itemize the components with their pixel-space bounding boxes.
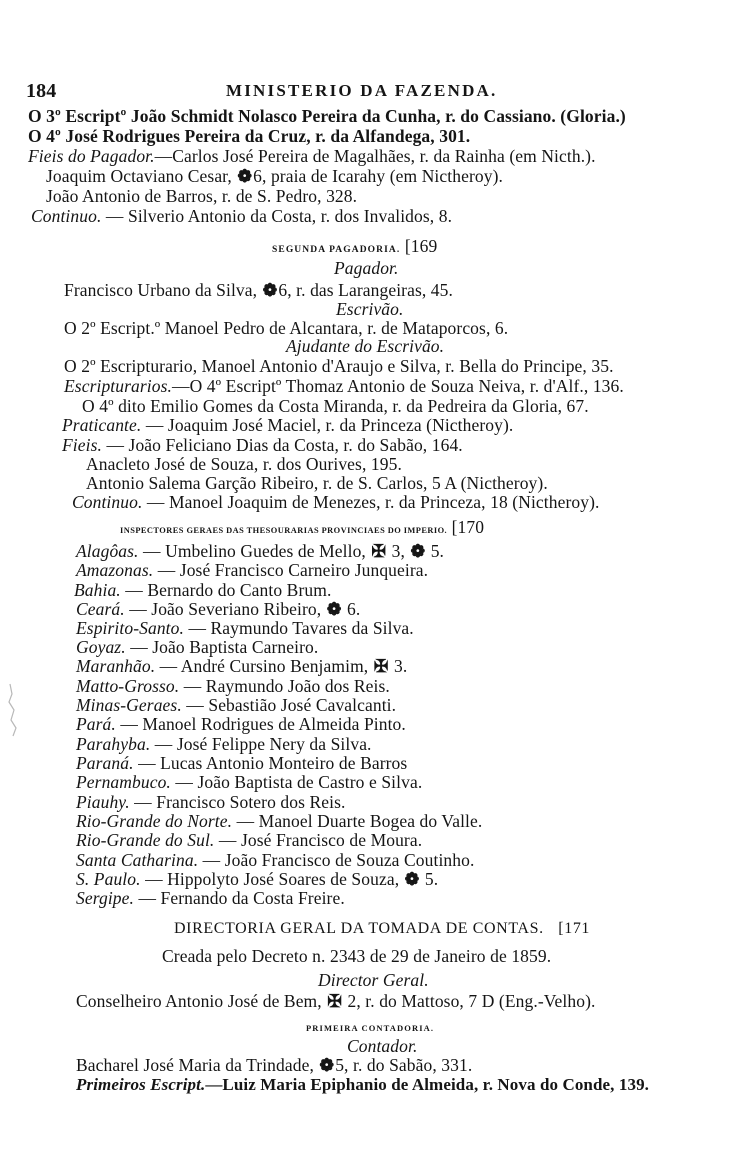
heading-segunda-pagadoria — [272, 236, 437, 260]
province-label: Rio-Grande do Norte. — [76, 811, 233, 831]
inspector-row — [76, 714, 406, 734]
address-pagador: 6, r. das Larangeiras, 45. — [278, 280, 453, 300]
province-label: Matto-Grosso. — [76, 676, 180, 696]
label-fieis: Fieis. — [62, 435, 102, 455]
inspector-name: — João Baptista de Castro e Silva. — [175, 772, 423, 792]
inspector-name: — André Cursino Benjamim, — [159, 656, 369, 676]
line-emilio-gomes: O 4º dito Emilio Gomes da Costa Miranda, r. da Pedreira da Gloria, 67. — [82, 396, 589, 416]
province-label: Pará. — [76, 714, 116, 734]
directoria-title: DIRECTORIA GERAL DA TOMADA DE CONTAS. — [174, 920, 544, 937]
line-ajudante: O 2º Escripturario, Manoel Antonio d'Araujo e Silva, r. Bella do Principe, 35. — [64, 356, 614, 376]
inspector-name: — Bernardo do Canto Brum. — [125, 580, 332, 600]
line-primeiros-escript — [76, 1075, 649, 1095]
inspector-name: — Francisco Sotero dos Reis. — [134, 792, 346, 812]
inspector-name: — João Francisco de Souza Coutinho. — [202, 850, 475, 870]
rose-insignia-icon: ❁ — [237, 166, 253, 186]
text-continuo-2: — Manoel Joaquim de Menezes, r. da Princeza, 18 (Nictheroy). — [146, 492, 600, 512]
cross-degree: 3, — [391, 541, 405, 561]
rose-insignia-icon: ❁ — [326, 599, 342, 619]
inspector-row — [76, 560, 428, 580]
inspector-row — [76, 656, 407, 676]
province-label: Santa Catharina. — [76, 850, 199, 870]
inspector-name: — Manoel Duarte Bogea do Valle. — [236, 811, 483, 831]
line-director — [76, 991, 595, 1011]
label-praticante: Praticante. — [62, 415, 142, 435]
inspectores-ref: [170 — [451, 517, 485, 537]
cross-degree: 3. — [394, 656, 408, 676]
inspector-row — [76, 753, 407, 773]
province-label: Parahyba. — [76, 734, 151, 754]
rose-degree: 5. — [424, 869, 439, 889]
province-label: Bahia. — [74, 580, 121, 600]
text-fieis: — João Feliciano Dias da Costa, r. do Sabão, 164. — [106, 435, 463, 455]
inspector-row — [76, 811, 482, 831]
inspector-row — [76, 734, 372, 754]
province-label: Alagôas. — [76, 541, 139, 561]
line-decreto: Creada pelo Decreto n. 2343 de 29 de Janeiro de 1859. — [162, 946, 552, 966]
name-contador: Bacharel José Maria da Trindade, — [76, 1055, 314, 1075]
province-label: Paraná. — [76, 753, 134, 773]
label-continuo-2: Continuo. — [72, 492, 143, 512]
inspector-name: — Manoel Rodrigues de Almeida Pinto. — [120, 714, 406, 734]
rose-insignia-icon: ❁ — [319, 1055, 335, 1075]
heading-directoria — [174, 919, 590, 939]
text-fieis-pagador: —Carlos José Pereira de Magalhães, r. da Rainha (em Nicth.). — [154, 146, 596, 166]
inspector-row — [76, 850, 474, 870]
segunda-pagadoria-title: SEGUNDA PAGADORIA. — [272, 245, 401, 255]
line-escrivao: O 2º Escript.º Manoel Pedro de Alcantara, r. de Mataporcos, 6. — [64, 318, 509, 338]
inspectores-title: INSPECTORES GERAES DAS THESOURARIAS PROVINCIAES DO IMPERIO. — [120, 526, 448, 535]
label-escripturarios: Escripturarios. — [64, 376, 172, 396]
province-label: Pernambuco. — [76, 772, 171, 792]
rose-insignia-icon: ❁ — [404, 869, 420, 889]
page-number: 184 — [26, 80, 57, 102]
inspector-name: — José Francisco de Moura. — [218, 830, 423, 850]
text-primeiros-escript: —Luiz Maria Epiphanio de Almeida, r. Nova do Conde, 139. — [205, 1075, 650, 1094]
inspector-row — [76, 676, 390, 696]
province-label: Espirito-Santo. — [76, 618, 184, 638]
inspector-name: — Sebastião José Cavalcanti. — [186, 695, 397, 715]
address-contador: 5, r. do Sabão, 331. — [335, 1055, 473, 1075]
name-director: Conselheiro Antonio José de Bem, — [76, 991, 322, 1011]
inspector-name: — Raymundo Tavares da Silva. — [188, 618, 414, 638]
inspector-row — [76, 792, 346, 812]
inspector-row — [76, 599, 360, 619]
line-4-escripturario: O 4º José Rodrigues Pereira da Cruz, r. da Alfandega, 301. — [28, 126, 471, 146]
cross-insignia-icon: ✠ — [327, 991, 342, 1011]
line-joao-antonio-barros: João Antonio de Barros, r. de S. Pedro, 328. — [46, 186, 358, 206]
inspector-name: — Lucas Antonio Monteiro de Barros — [138, 753, 408, 773]
inspector-row — [76, 772, 422, 792]
inspector-name: — João Severiano Ribeiro, — [129, 599, 322, 619]
line-fieis — [62, 435, 463, 455]
inspector-row — [76, 888, 345, 908]
label-primeiros-escript: Primeiros Escript. — [76, 1075, 206, 1094]
label-fieis-pagador: Fieis do Pagador. — [28, 146, 155, 166]
rose-degree: 5. — [430, 541, 445, 561]
line-anacleto: Anacleto José de Souza, r. dos Ourives, 195. — [86, 454, 402, 474]
name-pagador: Francisco Urbano da Silva, — [64, 280, 258, 300]
address-director: 2, r. do Mattoso, 7 D (Eng.-Velho). — [347, 991, 596, 1011]
cross-insignia-icon: ✠ — [373, 656, 389, 676]
inspector-name: — José Francisco Carneiro Junqueira. — [157, 560, 429, 580]
province-label: Maranhão. — [76, 656, 156, 676]
label-continuo-1: Continuo. — [31, 206, 102, 226]
inspector-row — [76, 637, 318, 657]
province-label: Ceará. — [76, 599, 125, 619]
margin-stain — [4, 680, 26, 740]
heading-inspectores — [120, 517, 484, 541]
province-label: Rio-Grande do Sul. — [76, 830, 215, 850]
inspector-row — [76, 869, 438, 889]
inspector-row — [76, 830, 422, 850]
running-title: MINISTERIO DA FAZENDA. — [226, 81, 498, 100]
line-escripturarios — [64, 376, 624, 396]
inspector-row — [76, 541, 444, 561]
line-continuo-2 — [72, 492, 600, 512]
line-joaquim-octaviano — [46, 166, 503, 186]
name-joaquim-octaviano: Joaquim Octaviano Cesar, — [46, 166, 232, 186]
rose-insignia-icon: ❁ — [410, 541, 426, 561]
province-label: Piauhy. — [76, 792, 130, 812]
heading-primeira-contadoria: PRIMEIRA CONTADORIA. — [306, 1023, 435, 1033]
inspector-name: — Raymundo João dos Reis. — [183, 676, 390, 696]
line-fieis-pagador — [28, 146, 596, 166]
inspector-name: — José Felippe Nery da Silva. — [154, 734, 372, 754]
inspector-name: — João Baptista Carneiro. — [130, 637, 319, 657]
line-contador — [76, 1055, 472, 1075]
address-joaquim-octaviano: 6, praia de Icarahy (em Nictheroy). — [253, 166, 503, 186]
label-ajudante: Ajudante do Escrivão. — [286, 336, 445, 356]
text-praticante: — Joaquim José Maciel, r. da Princeza (Nictheroy). — [145, 415, 514, 435]
label-director: Director Geral. — [318, 970, 429, 990]
inspector-row — [74, 580, 331, 600]
line-3-escripturario: O 3º Escriptº João Schmidt Nolasco Pereira da Cunha, r. do Cassiano. (Gloria.) — [28, 106, 626, 126]
inspector-name: — Hippolyto José Soares de Souza, — [145, 869, 400, 889]
directoria-ref: [171 — [558, 920, 591, 937]
label-pagador: Pagador. — [334, 258, 399, 278]
text-escripturarios: —O 4º Escriptº Thomaz Antonio de Souza Neiva, r. d'Alf., 136. — [171, 376, 624, 396]
line-antonio-salema: Antonio Salema Garção Ribeiro, r. de S. Carlos, 5 A (Nictheroy). — [86, 473, 548, 493]
inspector-row — [76, 618, 414, 638]
rose-insignia-icon: ❁ — [262, 280, 278, 300]
inspector-name: — Umbelino Guedes de Mello, — [143, 541, 366, 561]
line-pagador — [64, 280, 453, 300]
cross-insignia-icon: ✠ — [371, 541, 387, 561]
province-label: Amazonas. — [76, 560, 154, 580]
label-contador: Contador. — [347, 1036, 418, 1056]
province-label: Sergipe. — [76, 888, 134, 908]
rose-degree: 6. — [347, 599, 361, 619]
inspector-row — [76, 695, 396, 715]
province-label: Minas-Geraes. — [76, 695, 182, 715]
province-label: S. Paulo. — [76, 869, 141, 889]
inspector-name: — Fernando da Costa Freire. — [138, 888, 345, 908]
segunda-pagadoria-ref: [169 — [404, 236, 438, 256]
text-continuo-1: — Silverio Antonio da Costa, r. dos Invalidos, 8. — [105, 206, 453, 226]
line-praticante — [62, 415, 513, 435]
province-label: Goyaz. — [76, 637, 126, 657]
line-continuo-1 — [31, 206, 452, 226]
label-escrivao: Escrivão. — [336, 299, 404, 319]
